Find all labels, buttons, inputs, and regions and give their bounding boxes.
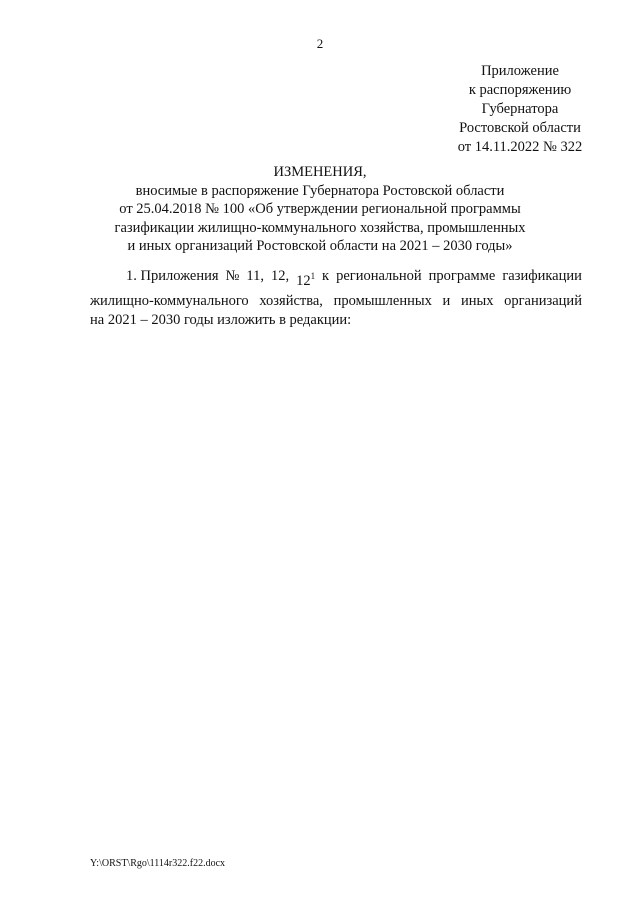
word: 11, <box>246 268 264 284</box>
word: № <box>225 268 240 284</box>
word: региональной <box>336 268 422 284</box>
word: программе <box>428 268 496 284</box>
word: 12 <box>296 273 311 289</box>
appendix-line: от 14.11.2022 № 322 <box>457 139 583 155</box>
appendix-header <box>430 62 610 157</box>
heading-line: и иных организаций Ростовской области на 2021 – 2030 годы» <box>127 238 513 254</box>
word: к <box>322 268 330 284</box>
paragraph-line-1 <box>90 267 582 292</box>
word: жилищно-коммунального <box>90 292 249 309</box>
body-paragraph <box>90 267 582 331</box>
heading-line: вносимые в распоряжение Губернатора Ростовской области <box>135 182 505 199</box>
appendix-line: к распоряжению <box>468 82 572 98</box>
word: 12, <box>270 268 290 284</box>
appendix-line: Губернатора <box>481 101 559 117</box>
heading-title: ИЗМЕНЕНИЯ, <box>273 164 367 180</box>
word-with-superscript <box>296 267 315 292</box>
changes-heading <box>80 163 560 256</box>
heading-line: от 25.04.2018 № 100 «Об утверждении региональной программы <box>119 201 521 217</box>
word: организаций <box>504 292 582 309</box>
word: и <box>442 292 451 309</box>
superscript: 1 <box>310 271 316 281</box>
paragraph-line-2 <box>90 292 582 312</box>
appendix-line: Приложение <box>481 63 559 79</box>
word: иных <box>460 292 494 309</box>
paragraph-line-3: на 2021 – 2030 годы изложить в редакции: <box>90 312 352 328</box>
heading-line: газификации жилищно-коммунального хозяйства, промышленных <box>114 219 526 236</box>
word: газификации <box>502 268 582 284</box>
file-path-footer: Y:\ORST\Rgo\1114r322.f22.docx <box>90 858 226 869</box>
word: 1. Приложения <box>126 268 219 284</box>
appendix-line: Ростовской области <box>459 120 581 136</box>
word: промышленных <box>333 292 432 309</box>
page-number: 2 <box>316 36 324 51</box>
word: хозяйства, <box>259 292 323 309</box>
